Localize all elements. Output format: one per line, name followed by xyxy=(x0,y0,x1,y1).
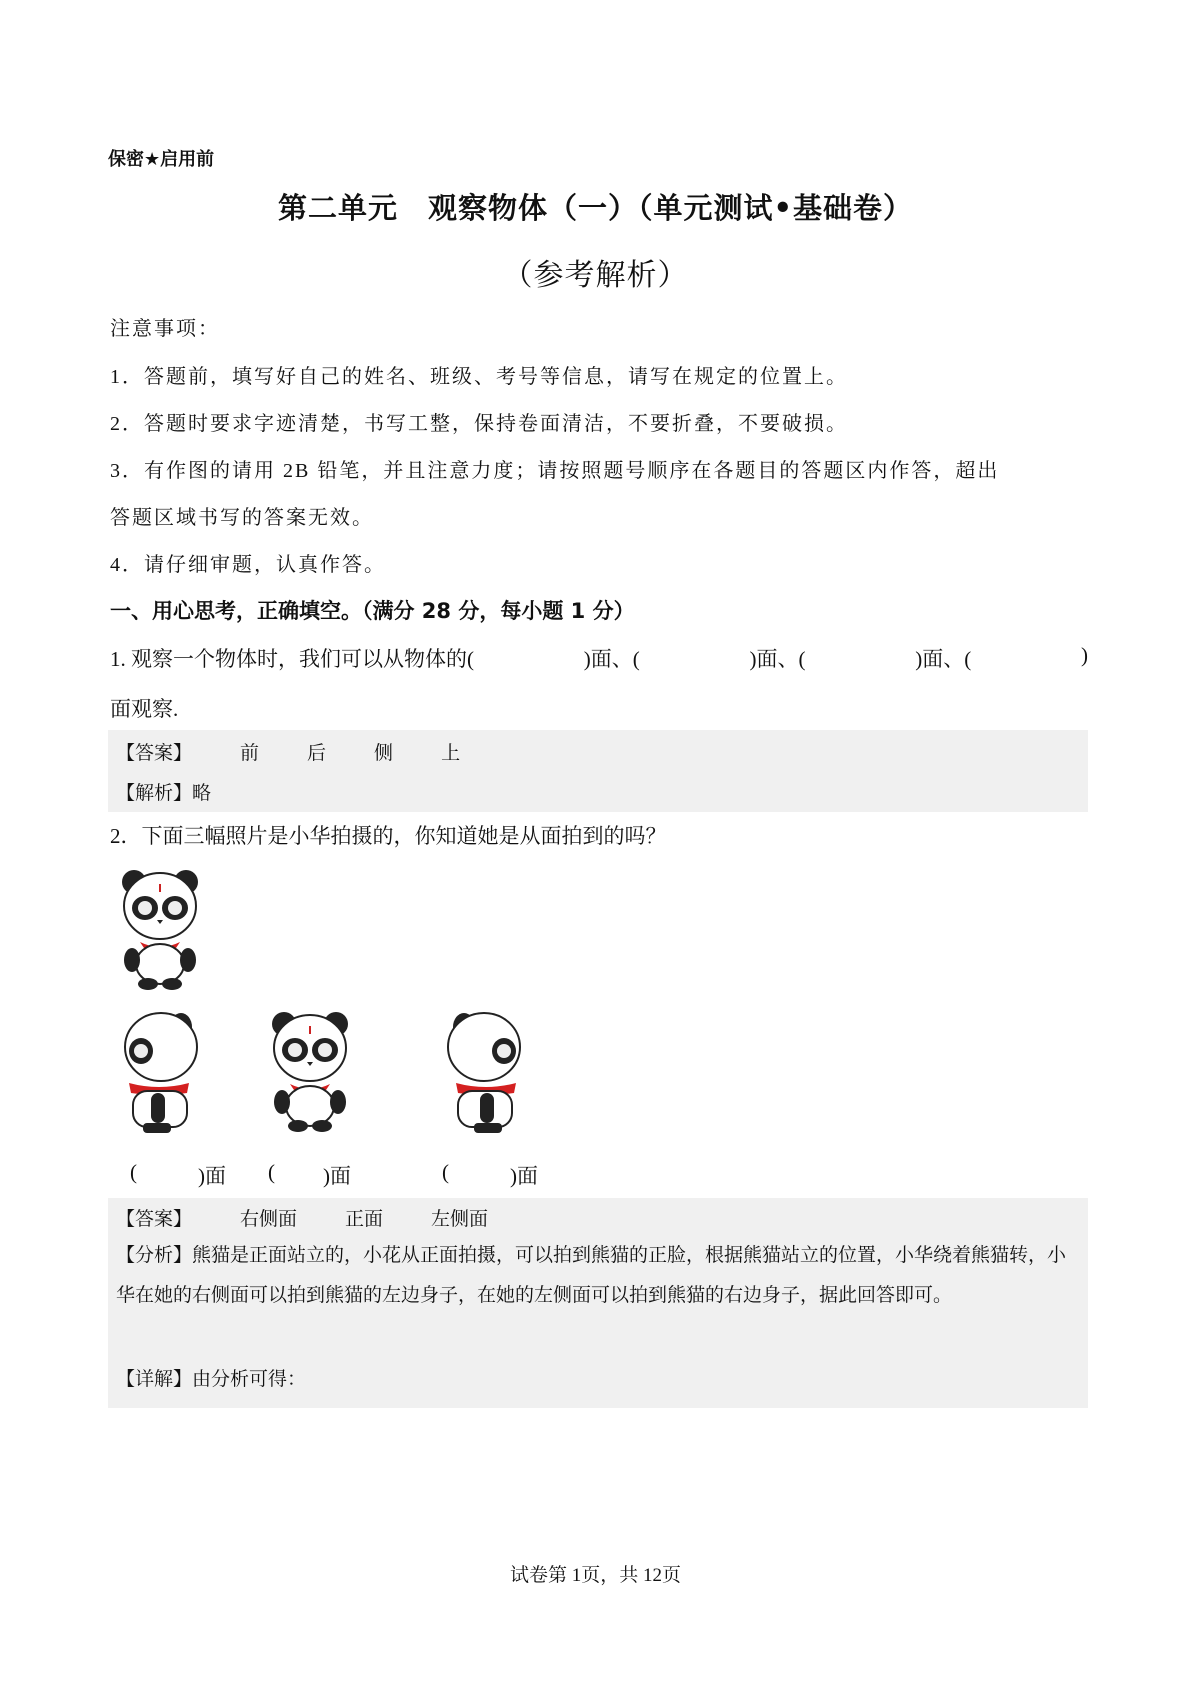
answer-value: 后 xyxy=(307,743,327,764)
detail-label: 【详解】 xyxy=(116,1369,193,1390)
page-title: 第二单元 观察物体（一）（单元测试•基础卷） xyxy=(277,191,914,225)
analysis-text: 略 xyxy=(192,783,212,804)
question-2-text: 2．下面三幅照片是小华拍摄的，你知道她是从面拍到的吗？ xyxy=(110,824,667,848)
q1-blank-1-close: )面、( xyxy=(583,647,640,671)
q2-blank-2-close: )面 xyxy=(323,1164,351,1188)
page-subtitle: （参考解析） xyxy=(502,258,689,293)
note-item: 4．请仔细审题，认真作答。 xyxy=(110,554,386,576)
note-item: 2．答题时要求字迹清楚，书写工整，保持卷面清洁，不要折叠，不要破损。 xyxy=(110,413,848,435)
q1-blank-2-close: )面、( xyxy=(749,647,806,671)
q1-blank-3-close: )面、( xyxy=(915,647,972,671)
q2-answer-row xyxy=(116,1204,488,1231)
q2-answer-box xyxy=(108,1198,1088,1408)
answer-label: 【答案】 xyxy=(116,1209,193,1230)
question-1 xyxy=(110,643,1090,723)
q1-blank-4-close: ) xyxy=(1081,643,1088,667)
q2-analysis xyxy=(116,1236,1080,1316)
q2-blank-3-close: )面 xyxy=(510,1164,538,1188)
answer-value: 前 xyxy=(240,743,260,764)
note-item: 1．答题前，填写好自己的姓名、班级、考号等信息，请写在规定的位置上。 xyxy=(110,366,848,388)
note-item: 3．有作图的请用 2B 铅笔，并且注意力度；请按照题号顺序在各题目的答题区内作答，超出 xyxy=(110,460,1000,482)
q1-answer-box xyxy=(108,730,1088,812)
q1-text-line2: 面观察. xyxy=(110,697,179,721)
panda-photo-left-side-image xyxy=(440,1005,530,1135)
q2-blank-1-open: ( xyxy=(130,1160,137,1184)
panda-photo-right-side-image xyxy=(115,1005,205,1135)
q2-blank-1-close: )面 xyxy=(198,1164,226,1188)
answer-value: 左侧面 xyxy=(431,1209,489,1230)
q2-detail-row xyxy=(116,1364,306,1391)
analysis-label: 【分析】 xyxy=(116,1245,193,1266)
section-heading: 一、用心思考，正确填空。（满分 28 分，每小题 1 分） xyxy=(110,599,635,623)
answer-value: 上 xyxy=(441,743,461,764)
q2-blank-3-open: ( xyxy=(442,1160,449,1184)
notes-heading: 注意事项： xyxy=(110,318,220,340)
page-footer: 试卷第 1页，共 12页 xyxy=(509,1565,681,1586)
analysis-label: 【解析】 xyxy=(116,783,193,804)
answer-value: 右侧面 xyxy=(240,1209,298,1230)
answer-label: 【答案】 xyxy=(116,743,193,764)
panda-photo-front-image xyxy=(262,1005,358,1135)
q1-text: 1. 观察一个物体时，我们可以从物体的( xyxy=(110,647,474,671)
answer-value: 侧 xyxy=(374,743,394,764)
q1-answer-row xyxy=(116,738,460,765)
q2-blank-2-open: ( xyxy=(268,1160,275,1184)
detail-text: 由分析可得： xyxy=(192,1369,307,1390)
answer-value: 正面 xyxy=(345,1209,384,1230)
q1-analysis-row xyxy=(116,778,211,805)
note-item: 答题区域书写的答案无效。 xyxy=(110,507,374,529)
analysis-text: 熊猫是正面站立的，小花从正面拍摄，可以拍到熊猫的正脸，根据熊猫站立的位置，小华绕着熊猫转，小华在她的右侧面可以拍到熊猫的左边身子，在她的左侧面可以拍到熊猫的右边身子，据此回答即可。 xyxy=(116,1245,1067,1306)
panda-reference-front-image xyxy=(112,864,208,992)
confidential-label: 保密★启用前 xyxy=(108,149,215,170)
